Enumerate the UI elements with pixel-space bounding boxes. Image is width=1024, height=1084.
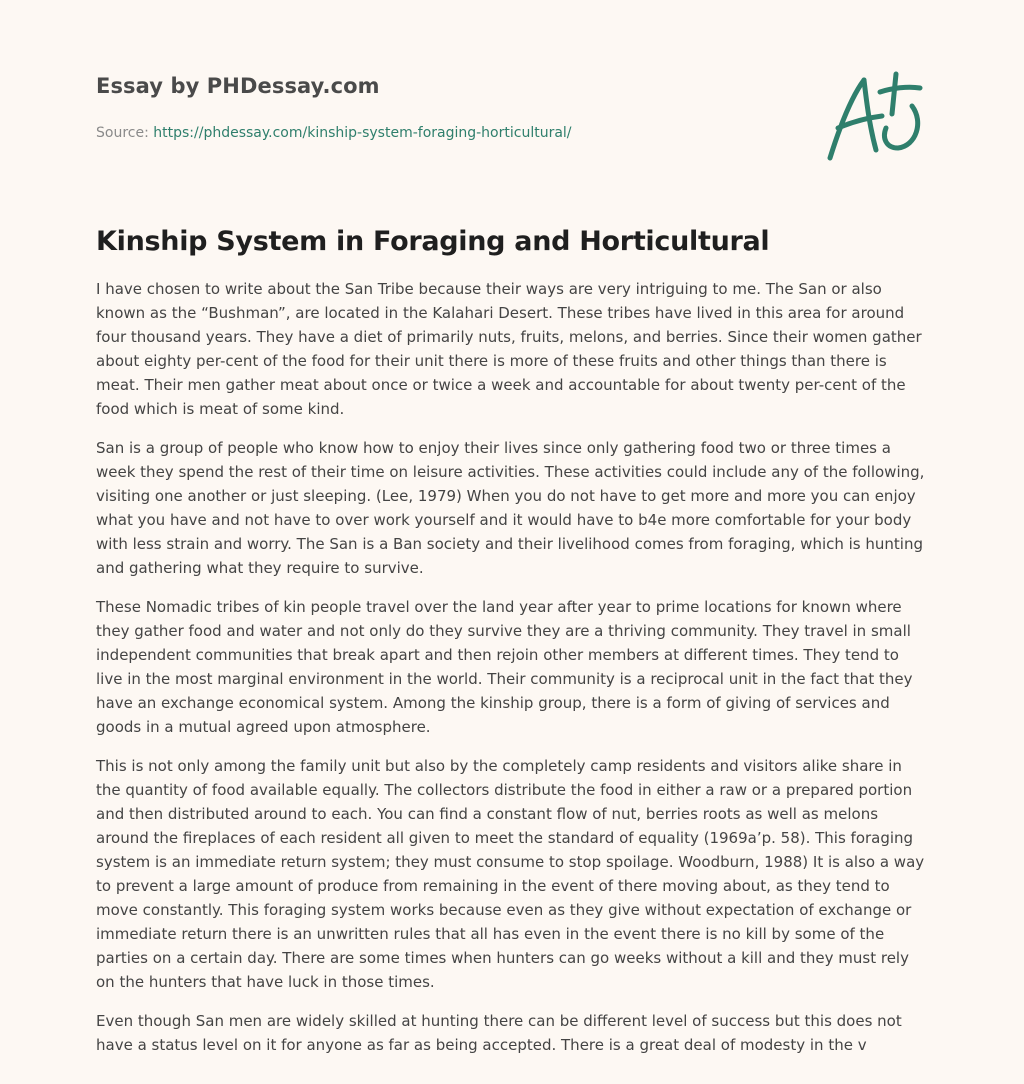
- site-brand: Essay by PHDessay.com: [96, 74, 380, 98]
- source-line: [96, 125, 796, 141]
- article: [96, 226, 928, 1072]
- article-title: Kinship System in Foraging and Horticultural: [96, 226, 770, 257]
- paragraph: I have chosen to write about the San Tribe because their ways are very intriguing to me. The San or also known as the “Bushman”, are located in the Kalahari Desert. These tribes have lived in this area for around four thousand years. They have a diet of primarily nuts, fruits, melons, and berries. Since their women gather about eighty per-cent of the food for their unit there is more of these fruits and other things than there is meat. Their men gather meat about once or twice a week and accountable for about twenty per-cent of the food which is meat of some kind.: [96, 280, 922, 418]
- paragraph: Even though San men are widely skilled at hunting there can be different level of success but this does not have a status level on it for anyone as far as being accepted. There is a great deal of modesty in the v: [96, 1012, 902, 1054]
- paragraph: San is a group of people who know how to enjoy their lives since only gathering food two or three times a week they spend the rest of their time on leisure activities. These activities could include any of the following, visiting one another or just sleeping. (Lee, 1979) When you do not have to get more and more you can enjoy what you have and not have to over work yourself and it would have to b4e more comfortable for your body with less strain and worry. The San is a Ban society and their livelihood comes from foraging, which is hunting and gathering what they require to survive.: [96, 439, 925, 577]
- page-header: [96, 74, 796, 141]
- paragraph: These Nomadic tribes of kin people travel over the land year after year to prime locations for known where they gather food and water and not only do they survive they are a thriving community. They travel in small independent communities that break apart and then rejoin other members at different times. They tend to live in the most marginal environment in the world. Their community is a reciprocal unit in the fact that they have an exchange economical system. Among the kinship group, there is a form of giving of services and goods in a mutual agreed upon atmosphere.: [96, 598, 913, 736]
- source-link[interactable]: https://phdessay.com/kinship-system-foraging-horticultural/: [153, 125, 572, 141]
- a-plus-logo-icon: [820, 66, 930, 166]
- paragraph: This is not only among the family unit but also by the completely camp residents and visitors alike share in the quantity of food available equally. The collectors distribute the food in either a raw or a prepared portion and then distributed around to each. You can find a constant flow of nut, berries roots as well as melons around the fireplaces of each resident all given to meet the standard of equality (1969a’p. 58). This foraging system is an immediate return system; they must consume to stop spoilage. Woodburn, 1988) It is also a way to prevent a large amount of produce from remaining in the event of there moving about, as they tend to move constantly. This foraging system works because even as they give without expectation of exchange or immediate return there is an unwritten rules that all has even in the event there is no kill by some of the parties on a certain day. There are some times when hunters can go weeks without a kill and they must rely on the hunters that have luck in those times.: [96, 757, 925, 991]
- source-label: Source:: [96, 125, 154, 141]
